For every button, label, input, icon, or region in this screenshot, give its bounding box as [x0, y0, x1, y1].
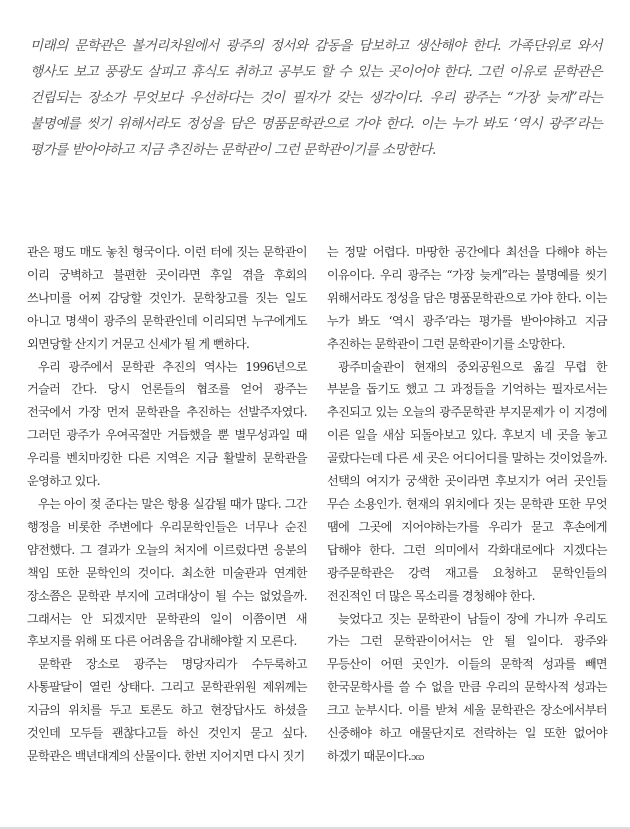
left-column: [27, 241, 307, 770]
end-mark: ɔɢɔ: [411, 752, 424, 763]
last-paragraph-text: 늦었다고 짓는 문학관이 남들이 장에 가니까 우리도 가는 그런 문학관이어서는 안 될 일이다. 광주와 무등산이 어떤 곳인가. 이들의 문학적 성과를 빼면 한국문학사를 쓸 수 없을 만큼 우리의 문학사적 성과는 크고 눈부시다. 이를 받쳐 세울 문학관은 장소에서부터 신중해야 하고 애물단지로 전락하는 일 또한 없어야 하겠기 때문이다.: [327, 611, 607, 763]
body-paragraph: 문학관 장소로 광주는 명당자리가 수두룩하고 사통팔달이 열린 상태다. 그리고 문학관위원 제위께는 지금의 위치를 두고 토론도 하고 현장답사도 하셨을 것인데 모두들 괜찮다고들 하신 것인지 묻고 싶다. 문학관은 백년대계의 산물이다. 한번 지어지면 다시 짓기: [27, 657, 307, 763]
right-column: [327, 241, 607, 770]
body-paragraph: 는 정말 어렵다. 마땅한 공간에다 최선을 다해야 하는 이유이다. 우리 광주는 “가장 늦게”라는 불명예를 씻기 위해서라도 정성을 담은 명품문학관으로 가야 한다. 이는 누가 봐도 ‘역시 광주’라는 평가를 받아야하고 지금 추진하는 문학관이 그런 문학관이기를 소망한다.: [327, 245, 607, 351]
body-paragraph: 우는 아이 젖 준다는 말은 항용 실감될 때가 많다. 그간 행정을 비롯한 주변에다 우리문학인들은 너무나 순진 얌전했다. 그 결과가 오늘의 처지에 이르렀다면 응분의 책임 또한 문학인의 것이다. 최소한 미술관과 연계한 장소쯤은 문학관 부지에 고려대상이 될 수는 없었을까. 그래서는 안 되겠지만 문학관의 일이 이쯤이면 새 후보지를 위해 또 다른 어려움을 감내해야할 지 모른다.: [27, 496, 307, 649]
body-paragraph-last: [327, 608, 607, 770]
body-paragraph: 광주미술관이 현재의 중외공원으로 옮길 무렵 한 부분을 돕기도 했고 그 과정들을 기억하는 필자로서는 추진되고 있는 오늘의 광주문학관 부지문제가 이 지경에 이른 일을 새삼 되돌아보고 있다. 후보지 네 곳을 놓고 골랐다는데 다른 세 곳은 어디어디를 말하는 것이었을까. 선택의 여지가 궁색한 곳이라면 후보지가 여러 곳인들 무슨 소용인가. 현재의 위치에다 짓는 문학관 또한 무엇 땜에 그곳에 지어야하는가를 우리가 묻고 후손에게 답해야 한다. 그런 의미에서 각화대로에다 지겠다는 광주문학관은 강력 재고를 요청하고 문학인들의 전진적인 더 많은 목소리를 경청해야 한다.: [327, 359, 607, 603]
body-paragraph: 우리 광주에서 문학관 추진의 역사는 1996년으로 거슬러 간다. 당시 언론들의 협조를 얻어 광주는 전국에서 가장 먼저 문학관을 추진하는 선발주자였다. 그러던 광주가 우여곡절만 거듭했을 뿐 별무성과일 때 우리를 벤치마킹한 다른 지역은 지금 활발히 문학관을 운영하고 있다.: [27, 359, 307, 489]
body-columns: [27, 241, 607, 770]
body-paragraph: 관은 평도 매도 놓친 형국이다. 이런 터에 짓는 문학관이 이리 궁벽하고 불편한 곳이라면 후일 겪을 후회의 쓰나미를 어찌 감당할 것인가. 문학창고를 짓는 일도 아니고 명색이 광주의 문학관인데 이리되면 누구에게도 외면당할 산지기 거문고 신세가 될 게 뻔하다.: [27, 245, 307, 351]
lead-paragraph: 미래의 문학관은 볼거리차원에서 광주의 정서와 감동을 담보하고 생산해야 한다. 가족단위로 와서 행사도 보고 풍광도 살피고 휴식도 취하고 공부도 할 수 있는 곳이어야 한다. 그런 이유로 문학관은 건립되는 장소가 무엇보다 우선하다는 것이 필자가 갖는 생각이다. 우리 광주는 “가장 늦게”라는 불명예를 씻기 위해서라도 정성을 담은 명품문학관으로 가야 한다. 이는 누가 봐도 ‘역시 광주’라는 평가를 받아야하고 지금 추진하는 문학관이 그런 문학관이기를 소망한다.: [30, 38, 602, 158]
